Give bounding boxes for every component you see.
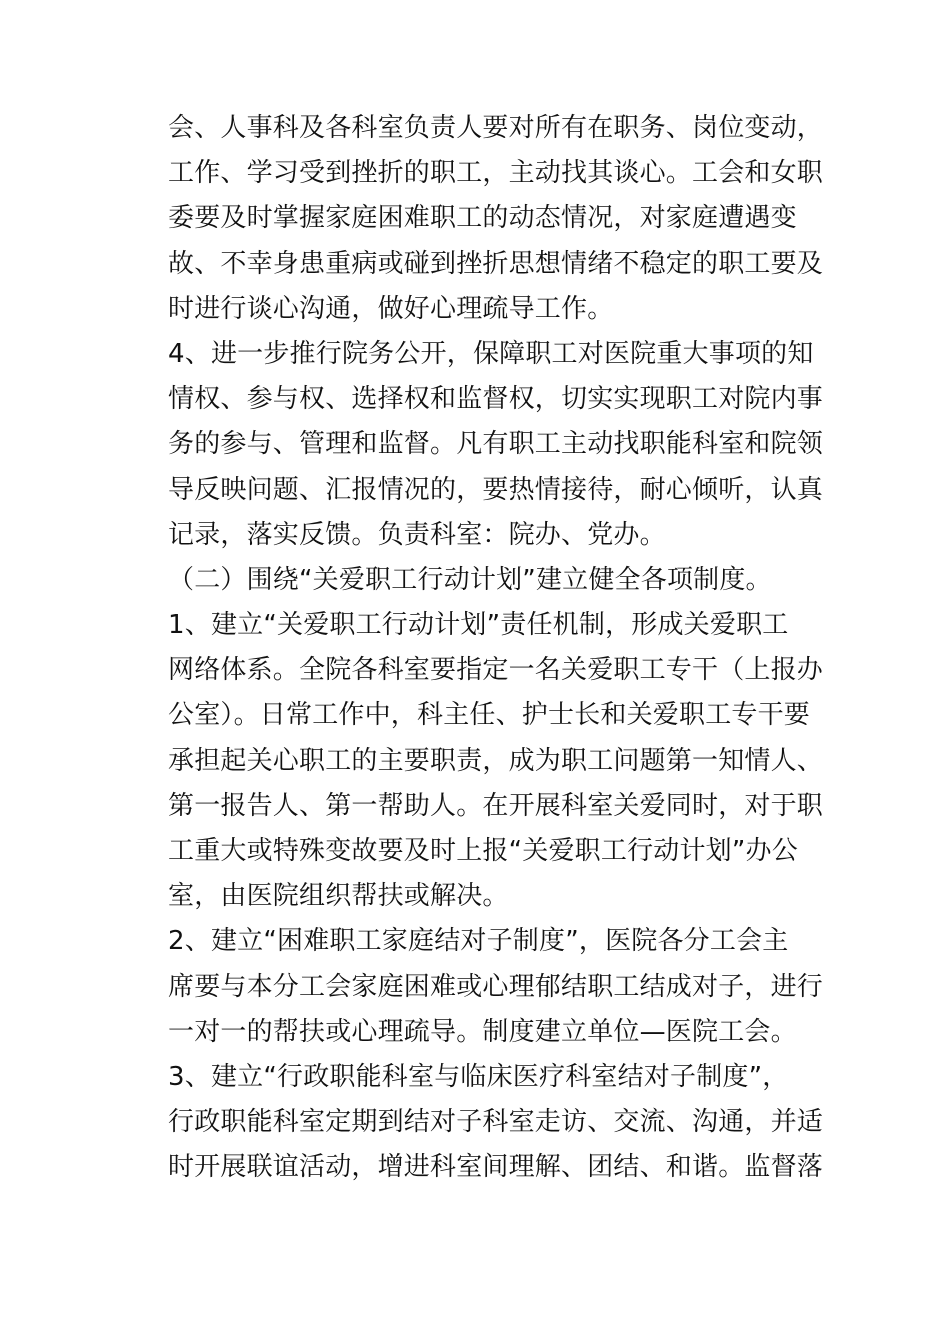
text-line: 承担起关心职工的主要职责，成为职工问题第一知情人、 (168, 745, 824, 776)
text-line: 记录，落实反馈。负责科室：院办、党办。 (168, 519, 666, 550)
text-line: 故、不幸身患重病或碰到挫折思想情绪不稳定的职工要及 (168, 248, 824, 279)
section-heading: （二）围绕“关爱职工行动计划”建立健全各项制度。 (168, 564, 772, 595)
text-line: 时开展联谊活动，增进科室间理解、团结、和谐。监督落 (168, 1152, 824, 1183)
text-line: 公室）。日常工作中，科主任、护士长和关爱职工专干要 (168, 700, 811, 731)
text-line: 室，由医院组织帮扶或解决。 (168, 881, 509, 912)
text-line: 行政职能科室定期到结对子科室走访、交流、沟通，并适 (168, 1107, 824, 1138)
text-line: 3、建立“行政职能科室与临床医疗科室结对子制度”， (168, 1061, 789, 1092)
text-line: 工作、学习受到挫折的职工，主动找其谈心。工会和女职 (168, 158, 824, 189)
text-line: 第一报告人、第一帮助人。在开展科室关爱同时，对于职 (168, 790, 824, 821)
body-text (168, 106, 824, 1191)
text-line: 务的参与、管理和监督。凡有职工主动找职能科室和院领 (168, 429, 824, 460)
text-line: 委要及时掌握家庭困难职工的动态情况，对家庭遭遇变 (168, 203, 797, 234)
text-line: 1、建立“关爱职工行动计划”责任机制，形成关爱职工 (168, 610, 789, 641)
text-line: 一对一的帮扶或心理疏导。制度建立单位—医院工会。 (168, 1016, 797, 1047)
text-line: 会、人事科及各科室负责人要对所有在职务、岗位变动， (168, 113, 824, 143)
text-line: 情权、参与权、选择权和监督权，切实实现职工对院内事 (168, 384, 824, 415)
text-line: 席要与本分工会家庭困难或心理郁结职工结成对子，进行 (168, 971, 824, 1002)
text-line: 工重大或特殊变故要及时上报“关爱职工行动计划”办公 (168, 836, 798, 866)
text-line: 导反映问题、汇报情况的，要热情接待，耐心倾听，认真 (168, 474, 824, 505)
text-line: 4、进一步推行院务公开，保障职工对医院重大事项的知 (168, 338, 814, 369)
text-line: 时进行谈心沟通，做好心理疏导工作。 (168, 293, 614, 324)
text-line: 2、建立“困难职工家庭结对子制度”，医院各分工会主 (168, 926, 789, 957)
text-line: 网络体系。全院各科室要指定一名关爱职工专干（上报办 (168, 655, 824, 686)
